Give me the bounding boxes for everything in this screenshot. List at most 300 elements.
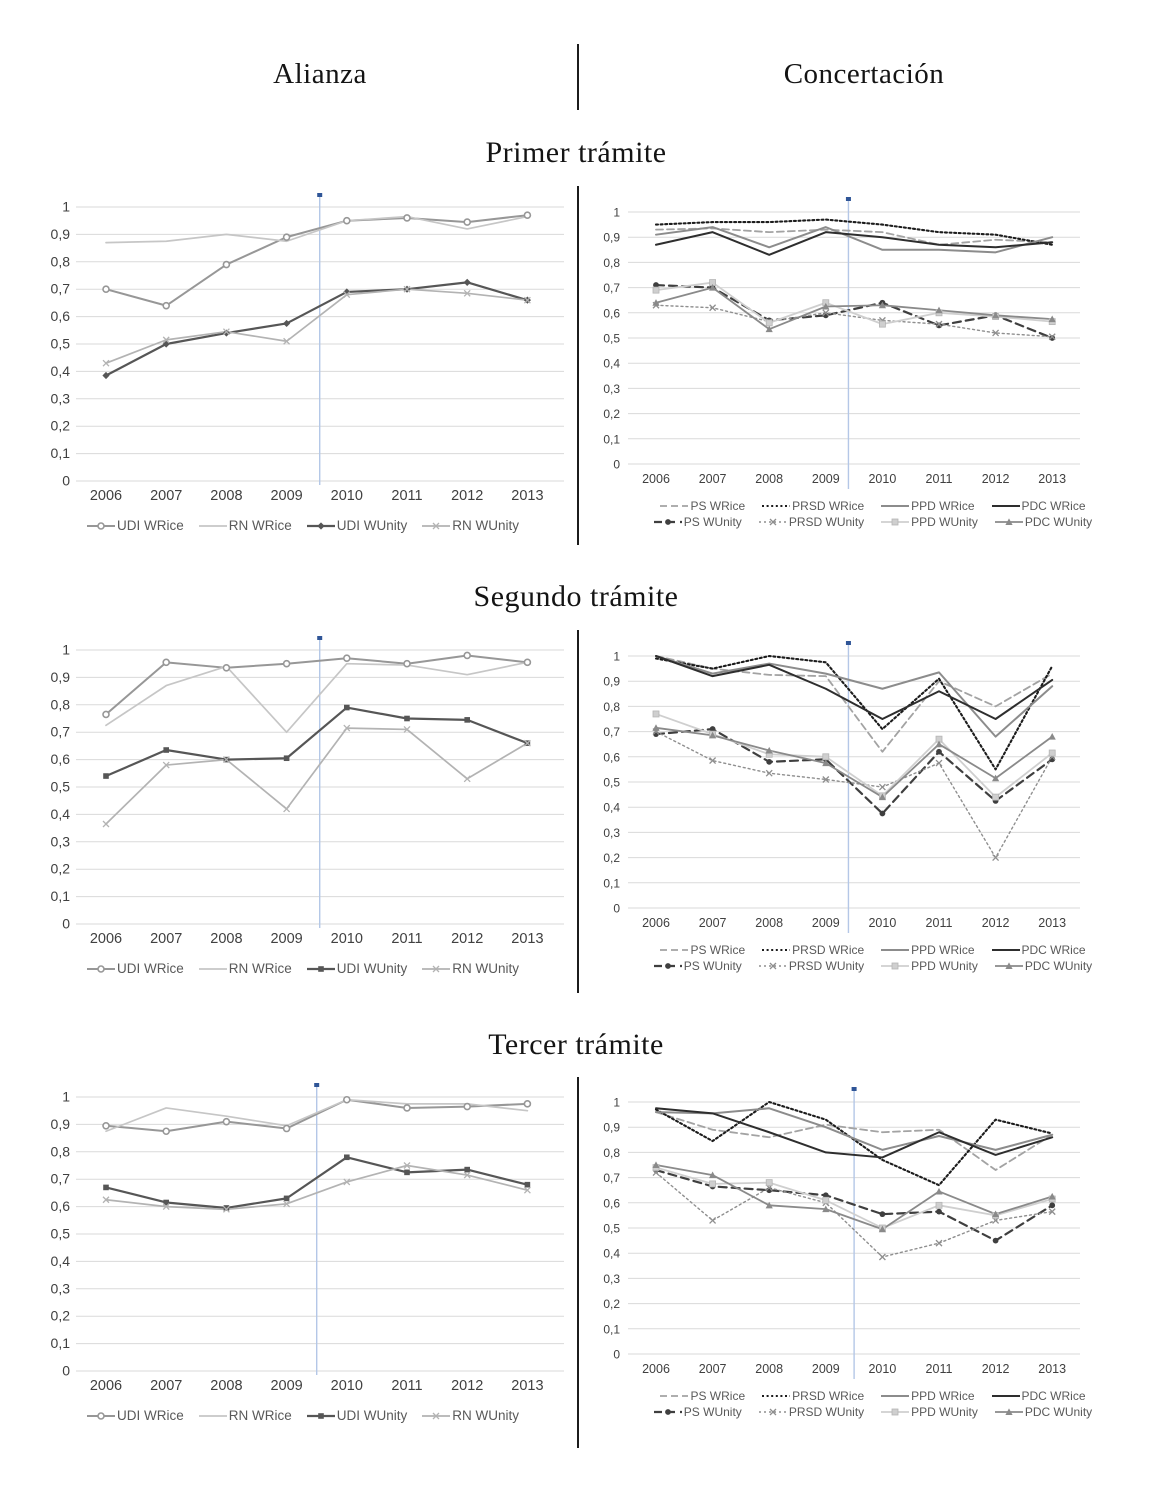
marker-ring xyxy=(223,1119,229,1125)
y-tick-label: 0,1 xyxy=(603,1322,620,1337)
x-tick-label: 2012 xyxy=(981,472,1010,486)
legend-marker-icon xyxy=(421,963,451,975)
y-tick-label: 0,7 xyxy=(50,1170,70,1187)
chart-legend xyxy=(30,957,575,976)
y-tick-label: 0,9 xyxy=(50,1115,70,1132)
marker-diamond xyxy=(223,329,230,336)
x-tick-label: 2007 xyxy=(698,472,727,486)
legend-label: PRSD WUnity xyxy=(788,1405,865,1419)
marker-ring xyxy=(284,661,290,667)
legend-label: PDC WRice xyxy=(1021,1389,1086,1403)
y-tick-label: 0,9 xyxy=(50,668,70,685)
legend-item-udi-wrice xyxy=(86,1408,184,1423)
legend-row xyxy=(86,1408,519,1423)
y-tick-label: 0,6 xyxy=(50,1198,70,1215)
marker-triangle xyxy=(1049,733,1056,740)
x-tick-label: 2009 xyxy=(811,1362,840,1376)
legend-item-rn-wrice xyxy=(198,1408,292,1423)
legend-marker-icon xyxy=(421,520,451,532)
legend-row xyxy=(86,961,519,976)
legend-marker-icon xyxy=(653,516,683,528)
legend-label: PRSD WRice xyxy=(792,943,865,957)
series-prsd-wrice xyxy=(656,220,1052,245)
legend-marker-icon xyxy=(994,960,1024,972)
legend-item-prsd-wrice xyxy=(761,943,864,957)
marker-light-square xyxy=(653,711,659,717)
event-line-cap-icon xyxy=(846,197,851,201)
marker-light-square xyxy=(936,1202,942,1208)
x-tick-label: 2006 xyxy=(642,472,670,486)
y-tick-label: 0,5 xyxy=(603,331,620,346)
y-tick-label: 0,5 xyxy=(50,778,70,795)
legend-label: UDI WUnity xyxy=(336,961,408,976)
y-tick-label: 0,5 xyxy=(603,1221,620,1236)
marker-square xyxy=(404,1170,410,1176)
markers-rn-wunity xyxy=(103,286,530,366)
legend-marker-icon xyxy=(880,500,910,512)
legend-item-rn-wrice xyxy=(198,518,292,533)
y-tick-label: 0,7 xyxy=(603,725,620,740)
marker-ring xyxy=(344,218,350,224)
chart-segundo-alianza xyxy=(30,636,575,976)
markers-prsd-wunity xyxy=(653,302,1055,340)
chart-primer-concertacion xyxy=(594,196,1151,529)
row3-divider xyxy=(577,1077,579,1448)
x-axis-labels xyxy=(642,472,1066,486)
legend-label: PRSD WRice xyxy=(792,1389,865,1403)
legend-label: PDC WRice xyxy=(1021,943,1086,957)
y-tick-label: 1 xyxy=(613,1095,620,1110)
x-tick-label: 2007 xyxy=(150,931,183,947)
x-tick-label: 2013 xyxy=(1038,916,1067,930)
legend-item-rn-wrice xyxy=(198,961,292,976)
legend-item-ppd-wrice xyxy=(880,943,974,957)
legend-marker-icon xyxy=(761,500,791,512)
y-axis-labels xyxy=(51,199,71,489)
x-tick-label: 2011 xyxy=(925,472,953,486)
marker-ring xyxy=(103,286,109,292)
y-axis-labels xyxy=(51,642,71,932)
legend-marker-icon xyxy=(198,520,228,532)
marker-ring xyxy=(223,262,229,268)
legend-marker-icon xyxy=(880,960,910,972)
legend-label: RN WRice xyxy=(228,1408,292,1423)
y-tick-label: 0,4 xyxy=(50,362,70,379)
marker-ring xyxy=(464,219,470,225)
row1-divider xyxy=(577,186,579,545)
legend-marker-icon xyxy=(994,516,1024,528)
legend-label: UDI WUnity xyxy=(336,1408,408,1423)
legend-label: UDI WRice xyxy=(117,1408,184,1423)
chart-tercer-alianza xyxy=(30,1083,575,1423)
legend-row xyxy=(86,518,519,533)
marker-square xyxy=(344,705,350,711)
legend-label: PPD WUnity xyxy=(911,1405,978,1419)
chart-legend xyxy=(30,1404,575,1423)
x-axis-labels xyxy=(90,488,544,504)
legend-label: PDC WUnity xyxy=(1024,515,1093,529)
y-tick-label: 0,6 xyxy=(603,306,620,321)
legend-label: PRSD WRice xyxy=(792,499,865,513)
legend-item-pdc-wrice xyxy=(991,499,1086,513)
x-tick-label: 2007 xyxy=(150,1378,183,1394)
x-tick-label: 2013 xyxy=(511,488,544,504)
y-axis-labels xyxy=(603,206,620,472)
legend-item-ps-wrice xyxy=(659,943,745,957)
marker-diamond xyxy=(464,279,471,286)
legend-marker-icon xyxy=(653,960,683,972)
y-tick-label: 0,1 xyxy=(603,876,620,891)
marker-light-square xyxy=(892,1409,898,1415)
legend-item-prsd-wunity xyxy=(758,959,864,973)
legend-marker-icon xyxy=(86,963,116,975)
x-tick-label: 2012 xyxy=(981,916,1010,930)
legend-label: PRSD WUnity xyxy=(788,515,865,529)
marker-ring xyxy=(344,655,350,661)
marker-square xyxy=(103,1185,109,1191)
legend-marker-icon xyxy=(659,500,689,512)
marker-x xyxy=(936,760,942,766)
legend-item-ps-wrice xyxy=(659,1389,745,1403)
x-tick-label: 2013 xyxy=(511,1378,544,1394)
y-tick-label: 0,7 xyxy=(603,1171,620,1186)
marker-square xyxy=(318,1413,324,1419)
marker-diamond xyxy=(317,522,324,529)
marker-square xyxy=(525,1182,531,1188)
legend-marker-icon xyxy=(991,944,1021,956)
y-tick-label: 1 xyxy=(62,198,70,215)
legend-marker-icon xyxy=(994,1406,1024,1418)
markers-ppd-wunity xyxy=(653,711,1055,800)
marker-square xyxy=(103,773,109,779)
x-tick-label: 2009 xyxy=(811,472,840,486)
line-chart-svg xyxy=(30,193,575,509)
x-tick-label: 2012 xyxy=(451,931,484,947)
legend-row xyxy=(613,515,1133,529)
legend-label: PS WRice xyxy=(690,499,746,513)
legend-label: PDC WRice xyxy=(1021,499,1086,513)
event-line xyxy=(846,197,851,489)
legend-item-pdc-wrice xyxy=(991,943,1086,957)
x-tick-label: 2011 xyxy=(391,1378,423,1394)
series-udi-wunity xyxy=(106,282,527,375)
y-tick-label: 0 xyxy=(613,901,620,916)
marker-ring xyxy=(524,1101,530,1107)
x-tick-label: 2009 xyxy=(811,916,840,930)
marker-x xyxy=(879,784,885,790)
y-tick-label: 0,3 xyxy=(603,1271,620,1286)
marker-ring xyxy=(98,523,104,529)
x-axis-labels xyxy=(90,931,544,947)
legend-label: PS WUnity xyxy=(683,1405,742,1419)
x-tick-label: 2010 xyxy=(330,931,363,947)
x-tick-label: 2010 xyxy=(330,488,363,504)
marker-square xyxy=(344,1154,350,1160)
y-tick-label: 1 xyxy=(613,649,620,664)
y-tick-label: 0,3 xyxy=(50,1280,70,1297)
y-tick-label: 0,8 xyxy=(50,253,70,270)
legend-label: PDC WUnity xyxy=(1024,959,1093,973)
legend-marker-icon xyxy=(198,1410,228,1422)
y-axis-labels xyxy=(51,1089,71,1379)
line-chart-svg xyxy=(594,196,1151,492)
y-tick-label: 0,2 xyxy=(603,407,620,422)
event-line-cap-icon xyxy=(317,193,322,197)
marker-light-square xyxy=(892,519,898,525)
y-tick-label: 0,7 xyxy=(603,281,620,296)
y-tick-label: 1 xyxy=(62,641,70,658)
legend-item-rn-wunity xyxy=(421,1408,519,1423)
series-rn-wunity xyxy=(106,289,527,363)
x-axis-labels xyxy=(90,1378,544,1394)
legend-row xyxy=(613,943,1133,957)
header-divider xyxy=(577,44,579,110)
legend-marker-icon xyxy=(659,1390,689,1402)
marker-light-square xyxy=(710,1181,716,1187)
marker-dot xyxy=(880,811,886,817)
event-line-cap-icon xyxy=(852,1087,857,1091)
event-line xyxy=(846,641,851,933)
event-line-cap-icon xyxy=(314,1083,319,1087)
y-tick-label: 0,3 xyxy=(603,825,620,840)
marker-light-square xyxy=(823,1197,829,1203)
legend-item-ps-wunity xyxy=(653,515,742,529)
legend-marker-icon xyxy=(880,516,910,528)
legend-label: PPD WRice xyxy=(911,1389,975,1403)
marker-ring xyxy=(284,1126,290,1132)
series-pdc-wrice xyxy=(656,656,1052,719)
y-tick-label: 0,1 xyxy=(50,1335,70,1352)
x-tick-label: 2007 xyxy=(698,1362,727,1376)
marker-dot xyxy=(665,1409,671,1415)
marker-x xyxy=(710,1217,716,1223)
y-tick-label: 0,2 xyxy=(603,851,620,866)
marker-x xyxy=(464,776,470,782)
y-tick-label: 0 xyxy=(62,915,70,932)
marker-ring xyxy=(404,215,410,221)
x-tick-label: 2013 xyxy=(1038,1362,1067,1376)
legend-marker-icon xyxy=(653,1406,683,1418)
y-tick-label: 0 xyxy=(62,1362,70,1379)
y-tick-label: 1 xyxy=(613,205,620,220)
legend-item-udi-wrice xyxy=(86,518,184,533)
y-tick-label: 0,4 xyxy=(603,800,620,815)
legend-label: RN WRice xyxy=(228,961,292,976)
legend-item-ps-wrice xyxy=(659,499,745,513)
legend-label: RN WRice xyxy=(228,518,292,533)
y-tick-label: 0,4 xyxy=(603,1246,620,1261)
legend-marker-icon xyxy=(758,960,788,972)
y-tick-label: 0,1 xyxy=(50,445,70,462)
marker-dot xyxy=(880,1211,886,1217)
marker-square xyxy=(318,966,324,972)
y-tick-label: 1 xyxy=(62,1088,70,1105)
gridlines xyxy=(628,212,1080,464)
x-tick-label: 2011 xyxy=(391,931,423,947)
legend-marker-icon xyxy=(761,944,791,956)
marker-square xyxy=(284,755,290,761)
x-tick-label: 2013 xyxy=(1038,472,1067,486)
legend-item-rn-wunity xyxy=(421,518,519,533)
x-tick-label: 2011 xyxy=(391,488,423,504)
legend-item-pdc-wrice xyxy=(991,1389,1086,1403)
x-tick-label: 2006 xyxy=(642,1362,670,1376)
series-udi-wunity xyxy=(106,708,527,777)
marker-dot xyxy=(936,749,942,755)
y-tick-label: 0,4 xyxy=(603,356,620,371)
marker-light-square xyxy=(653,287,659,293)
marker-light-square xyxy=(766,1180,772,1186)
y-tick-label: 0,2 xyxy=(50,1307,70,1324)
x-tick-label: 2011 xyxy=(925,916,953,930)
marker-x xyxy=(936,1240,942,1246)
legend-marker-icon xyxy=(421,1410,451,1422)
y-tick-label: 0 xyxy=(613,457,620,472)
y-tick-label: 0,2 xyxy=(603,1297,620,1312)
y-tick-label: 0,5 xyxy=(50,335,70,352)
marker-square xyxy=(464,1167,470,1173)
marker-ring xyxy=(103,1123,109,1129)
chart-primer-alianza xyxy=(30,193,575,533)
legend-item-ps-wunity xyxy=(653,1405,742,1419)
legend-marker-icon xyxy=(758,1406,788,1418)
marker-square xyxy=(464,717,470,723)
legend-label: RN WUnity xyxy=(452,1408,519,1423)
legend-marker-icon xyxy=(761,1390,791,1402)
event-line xyxy=(314,1083,319,1375)
legend-label: PPD WRice xyxy=(911,943,975,957)
legend-marker-icon xyxy=(880,1406,910,1418)
marker-x xyxy=(879,1254,885,1260)
y-tick-label: 0,9 xyxy=(603,230,620,245)
legend-item-prsd-wrice xyxy=(761,499,864,513)
event-line xyxy=(317,193,322,485)
line-chart-svg xyxy=(594,1086,1151,1382)
legend-label: PRSD WUnity xyxy=(788,959,865,973)
chart-legend xyxy=(30,514,575,533)
legend-label: UDI WRice xyxy=(117,518,184,533)
marker-light-square xyxy=(993,794,999,800)
event-line xyxy=(317,636,322,928)
y-tick-label: 0,6 xyxy=(50,751,70,768)
y-tick-label: 0,6 xyxy=(50,308,70,325)
x-tick-label: 2008 xyxy=(210,1378,243,1394)
legend-item-prsd-wunity xyxy=(758,1405,864,1419)
legend-item-pdc-wunity xyxy=(994,515,1092,529)
x-tick-label: 2006 xyxy=(89,1378,123,1394)
legend-label: PPD WUnity xyxy=(911,959,978,973)
legend-label: PDC WUnity xyxy=(1024,1405,1093,1419)
marker-ring xyxy=(464,652,470,658)
y-tick-label: 0,4 xyxy=(50,1252,70,1269)
y-tick-label: 0,5 xyxy=(50,1225,70,1242)
legend-marker-icon xyxy=(880,944,910,956)
legend-marker-icon xyxy=(991,500,1021,512)
legend-marker-icon xyxy=(659,944,689,956)
x-tick-label: 2010 xyxy=(868,916,897,930)
marker-ring xyxy=(344,1097,350,1103)
legend-label: PS WRice xyxy=(690,1389,746,1403)
marker-ring xyxy=(284,234,290,240)
marker-ring xyxy=(163,303,169,309)
marker-light-square xyxy=(892,963,898,969)
chart-tercer-concertacion xyxy=(594,1086,1151,1419)
legend-marker-icon xyxy=(991,1390,1021,1402)
legend-item-rn-wunity xyxy=(421,961,519,976)
marker-square xyxy=(163,747,169,753)
legend-row xyxy=(613,499,1133,513)
y-tick-label: 0,7 xyxy=(50,723,70,740)
markers-rn-wunity xyxy=(103,725,530,827)
y-tick-label: 0,3 xyxy=(50,390,70,407)
y-tick-label: 0 xyxy=(62,472,70,489)
legend-marker-icon xyxy=(880,1390,910,1402)
marker-dot xyxy=(1049,1202,1055,1208)
chart-legend xyxy=(594,941,1151,973)
legend-label: RN WUnity xyxy=(452,961,519,976)
legend-item-prsd-wrice xyxy=(761,1389,864,1403)
x-tick-label: 2006 xyxy=(642,916,670,930)
marker-x xyxy=(103,821,109,827)
y-tick-label: 0,5 xyxy=(603,775,620,790)
column-header-alianza: Alianza xyxy=(273,58,367,90)
marker-dot xyxy=(993,1238,999,1244)
legend-marker-icon xyxy=(758,516,788,528)
x-tick-label: 2006 xyxy=(89,931,123,947)
x-tick-label: 2007 xyxy=(150,488,183,504)
marker-ring xyxy=(524,659,530,665)
legend-row xyxy=(613,959,1133,973)
x-tick-label: 2008 xyxy=(210,488,243,504)
y-tick-label: 0,4 xyxy=(50,805,70,822)
x-tick-label: 2008 xyxy=(755,1362,784,1376)
marker-dot xyxy=(665,963,671,969)
gridlines xyxy=(76,1097,564,1371)
x-tick-label: 2012 xyxy=(981,1362,1010,1376)
legend-label: PS WUnity xyxy=(683,515,742,529)
marker-ring xyxy=(223,665,229,671)
legend-item-udi-wrice xyxy=(86,961,184,976)
legend-marker-icon xyxy=(306,1410,336,1422)
marker-dot xyxy=(665,519,671,525)
x-tick-label: 2013 xyxy=(511,931,544,947)
y-tick-label: 0,6 xyxy=(603,1196,620,1211)
x-tick-label: 2009 xyxy=(270,931,303,947)
y-tick-label: 0,8 xyxy=(603,255,620,270)
marker-light-square xyxy=(879,321,885,327)
x-tick-label: 2011 xyxy=(925,1362,953,1376)
y-tick-label: 0,8 xyxy=(50,696,70,713)
marker-x xyxy=(284,806,290,812)
marker-ring xyxy=(524,212,530,218)
y-axis-labels xyxy=(603,650,620,916)
legend-item-ppd-wrice xyxy=(880,499,974,513)
markers-ps-wunity xyxy=(653,726,1055,816)
marker-dot xyxy=(766,759,772,765)
y-tick-label: 0,9 xyxy=(603,1120,620,1135)
x-tick-label: 2010 xyxy=(868,1362,897,1376)
x-axis-labels xyxy=(642,916,1066,930)
event-line xyxy=(852,1087,857,1379)
legend-row xyxy=(613,1405,1133,1419)
y-tick-label: 0,9 xyxy=(603,674,620,689)
legend-item-pdc-wunity xyxy=(994,959,1092,973)
legend-label: RN WUnity xyxy=(452,518,519,533)
row2-divider xyxy=(577,630,579,993)
x-tick-label: 2012 xyxy=(451,1378,484,1394)
legend-item-ppd-wrice xyxy=(880,1389,974,1403)
chart-segundo-concertacion xyxy=(594,640,1151,973)
